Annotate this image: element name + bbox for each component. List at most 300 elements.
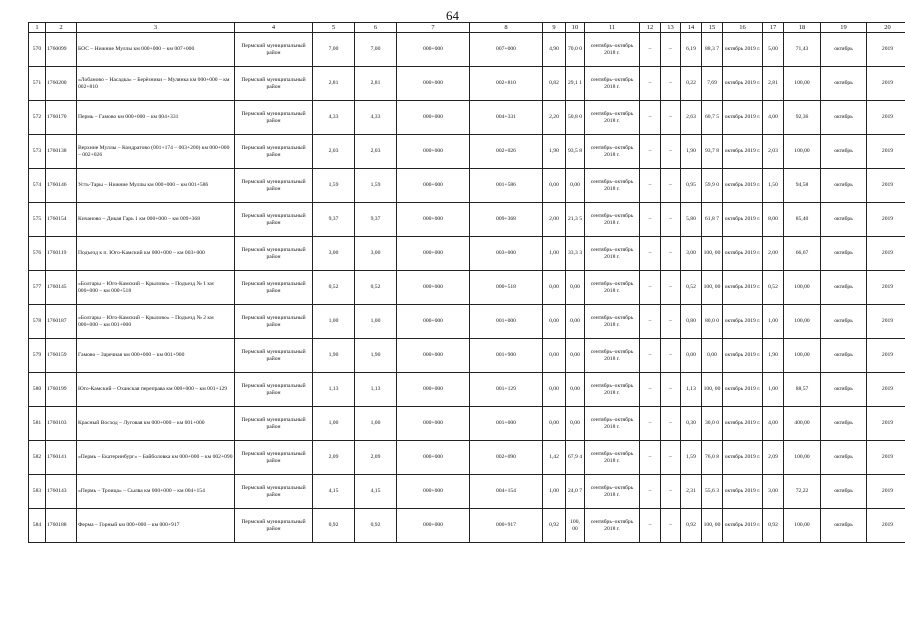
table-cell: 004+154	[470, 475, 543, 509]
table-cell: октябрь	[821, 475, 867, 509]
table-cell: 000+000	[397, 67, 470, 101]
table-cell: 92,36	[784, 101, 821, 135]
page-number: 64	[446, 8, 459, 23]
table-cell: 1760200	[46, 67, 77, 101]
table-cell: 94,58	[784, 169, 821, 203]
table-cell: Усть-Тары – Нижние Муллы км 000+000 – км 001+586	[77, 169, 235, 203]
column-header: 20	[867, 23, 905, 33]
table-cell: 3,00	[681, 237, 702, 271]
table-cell: Пермский муниципальный район	[235, 373, 313, 407]
table-cell: 0,92	[763, 509, 784, 543]
table-cell: 1,59	[313, 169, 355, 203]
table-row	[29, 339, 905, 373]
table-cell: 1,00	[543, 237, 566, 271]
table-cell: 2019	[867, 271, 905, 305]
table-cell: –	[661, 339, 681, 373]
table-cell: –	[640, 373, 661, 407]
column-header: 14	[681, 23, 702, 33]
table-cell: 4,90	[543, 33, 566, 67]
table-cell: 0,92	[355, 509, 397, 543]
table-cell: октябрь	[821, 441, 867, 475]
table-cell: октябрь	[821, 305, 867, 339]
table-cell: октябрь	[821, 373, 867, 407]
table-cell: 2,03	[763, 135, 784, 169]
table-cell: 71,43	[784, 33, 821, 67]
table-cell: Красный Восход – Луговая км 000+000 – км 001+000	[77, 407, 235, 441]
table-cell: 1760146	[46, 169, 77, 203]
table-cell: 1,90	[681, 135, 702, 169]
table-cell: 002+090	[470, 441, 543, 475]
table-cell: –	[640, 169, 661, 203]
table-cell: –	[640, 509, 661, 543]
table-cell: сентябрь–октябрь 2018 г.	[585, 305, 640, 339]
table-cell: 1,90	[543, 135, 566, 169]
roads-table	[28, 22, 905, 543]
table-cell: октябрь 2019 г.	[723, 101, 763, 135]
table-cell: октябрь 2019 г.	[723, 441, 763, 475]
table-cell: –	[640, 441, 661, 475]
table-cell: октябрь	[821, 237, 867, 271]
table-row	[29, 237, 905, 271]
table-cell: сентябрь–октябрь 2018 г.	[585, 237, 640, 271]
table-row	[29, 271, 905, 305]
table-cell: 2019	[867, 509, 905, 543]
table-cell: 2,03	[313, 135, 355, 169]
table-cell: октябрь 2019 г.	[723, 509, 763, 543]
table-cell: октябрь 2019 г.	[723, 67, 763, 101]
table-cell: 7,00	[355, 33, 397, 67]
table-cell: октябрь 2019 г.	[723, 203, 763, 237]
table-cell: 2019	[867, 135, 905, 169]
table-row	[29, 407, 905, 441]
table-cell: 80,0 0	[702, 305, 723, 339]
column-header: 2	[46, 23, 77, 33]
table-cell: сентябрь–октябрь 2018 г.	[585, 169, 640, 203]
table-cell: сентябрь–октябрь 2018 г.	[585, 135, 640, 169]
table-cell: 1,90	[313, 339, 355, 373]
table-cell: 0,00	[566, 169, 585, 203]
table-cell: октябрь 2019 г.	[723, 305, 763, 339]
table-cell: 000+000	[397, 407, 470, 441]
table-cell: 2,09	[313, 441, 355, 475]
table-cell: 000+000	[397, 373, 470, 407]
table-cell: октябрь 2019 г.	[723, 33, 763, 67]
table-cell: октябрь 2019 г.	[723, 339, 763, 373]
table-cell: –	[661, 407, 681, 441]
table-cell: –	[661, 203, 681, 237]
table-cell: –	[661, 237, 681, 271]
column-header: 16	[723, 23, 763, 33]
table-cell: –	[661, 67, 681, 101]
table-cell: 21,3 5	[566, 203, 585, 237]
table-cell: Пермь – Гамово км 000+000 – км 004+331	[77, 101, 235, 135]
table-cell: Пермский муниципальный район	[235, 305, 313, 339]
table-cell: 0,92	[313, 509, 355, 543]
table-cell: 30,0 0	[702, 407, 723, 441]
table-row	[29, 441, 905, 475]
table-cell: 72,22	[784, 475, 821, 509]
column-header: 4	[235, 23, 313, 33]
table-cell: 1,42	[543, 441, 566, 475]
table-cell: 003+000	[470, 237, 543, 271]
table-cell: 573	[29, 135, 46, 169]
table-cell: 1760154	[46, 203, 77, 237]
table-cell: 100,00	[784, 441, 821, 475]
table-cell: «Пермь – Екатеринбург» – Байболовка км 000+000 – км 002+090	[77, 441, 235, 475]
table-cell: Пермский муниципальный район	[235, 33, 313, 67]
table-cell: Кичаново – Дикая Гарь 1 км 000+000 – км 009+368	[77, 203, 235, 237]
table-body	[29, 23, 905, 543]
table-cell: 582	[29, 441, 46, 475]
table-row	[29, 67, 905, 101]
table-row	[29, 33, 905, 67]
table-cell: октябрь	[821, 33, 867, 67]
table-cell: –	[640, 33, 661, 67]
table-cell: октябрь	[821, 339, 867, 373]
table-cell: 2,00	[543, 203, 566, 237]
table-row	[29, 305, 905, 339]
table-cell: 2019	[867, 475, 905, 509]
table-cell: 0,82	[543, 67, 566, 101]
table-cell: 0,00	[543, 271, 566, 305]
table-cell: Пермский муниципальный район	[235, 509, 313, 543]
table-cell: 1,00	[313, 407, 355, 441]
table-cell: 100, 00	[566, 509, 585, 543]
column-header: 15	[702, 23, 723, 33]
table-cell: 577	[29, 271, 46, 305]
table-cell: 0,52	[763, 271, 784, 305]
table-cell: сентябрь–октябрь 2018 г.	[585, 33, 640, 67]
column-header: 3	[77, 23, 235, 33]
table-cell: –	[661, 101, 681, 135]
table-cell: 2,81	[355, 67, 397, 101]
table-cell: 2019	[867, 237, 905, 271]
table-cell: сентябрь–октябрь 2018 г.	[585, 373, 640, 407]
table-cell: 1,50	[763, 169, 784, 203]
table-cell: 2019	[867, 101, 905, 135]
column-header: 17	[763, 23, 784, 33]
table-cell: «Болгары – Юго-Камский – Крылово» – Подъезд № 2 км 000+000 – км 001+000	[77, 305, 235, 339]
column-header: 11	[585, 23, 640, 33]
table-cell: 000+000	[397, 509, 470, 543]
table-cell: 001+000	[470, 407, 543, 441]
table-cell: 0,52	[313, 271, 355, 305]
table-cell: –	[640, 203, 661, 237]
table-cell: 93,5 8	[566, 135, 585, 169]
table-cell: 5,00	[763, 33, 784, 67]
table-cell: 59,9 0	[702, 169, 723, 203]
table-cell: –	[661, 475, 681, 509]
table-cell: 004+331	[470, 101, 543, 135]
table-cell: 76,0 8	[702, 441, 723, 475]
table-cell: 578	[29, 305, 46, 339]
column-header: 7	[397, 23, 470, 33]
table-cell: сентябрь–октябрь 2018 г.	[585, 101, 640, 135]
table-cell: 100, 00	[702, 509, 723, 543]
table-cell: 66,67	[784, 237, 821, 271]
table-cell: 0,92	[543, 509, 566, 543]
table-row	[29, 203, 905, 237]
table-cell: 000+000	[397, 33, 470, 67]
table-cell: 2,00	[763, 237, 784, 271]
table-cell: 1,90	[763, 339, 784, 373]
table-cell: 7,69	[702, 67, 723, 101]
table-cell: 2019	[867, 339, 905, 373]
table-cell: 570	[29, 33, 46, 67]
table-cell: 100,00	[784, 67, 821, 101]
table-cell: 2019	[867, 441, 905, 475]
table-cell: –	[661, 509, 681, 543]
table-cell: 100, 00	[702, 237, 723, 271]
table-cell: 0,00	[543, 169, 566, 203]
table-cell: Пермский муниципальный район	[235, 407, 313, 441]
table-cell: 3,00	[763, 475, 784, 509]
table-cell: 009+368	[470, 203, 543, 237]
table-cell: 4,00	[763, 101, 784, 135]
table-cell: 1,00	[543, 475, 566, 509]
table-cell: 9,37	[313, 203, 355, 237]
table-cell: 6,19	[681, 33, 702, 67]
table-cell: 000+000	[397, 475, 470, 509]
table-cell: 2019	[867, 203, 905, 237]
table-cell: 9,37	[355, 203, 397, 237]
table-cell: 580	[29, 373, 46, 407]
table-cell: Пермский муниципальный район	[235, 169, 313, 203]
table-cell: 1760103	[46, 407, 77, 441]
table-cell: Пермский муниципальный район	[235, 135, 313, 169]
table-cell: Юго-Камский – Оханская переправа км 000+000 – км 001+129	[77, 373, 235, 407]
table-cell: Пермский муниципальный район	[235, 101, 313, 135]
table-cell: 100,00	[784, 339, 821, 373]
table-cell: 100, 00	[702, 373, 723, 407]
table-cell: 70,0 0	[566, 33, 585, 67]
table-cell: 50,8 0	[566, 101, 585, 135]
table-cell: 1,59	[681, 441, 702, 475]
table-cell: 583	[29, 475, 46, 509]
table-cell: 0,30	[681, 407, 702, 441]
table-cell: 0,00	[543, 373, 566, 407]
table-cell: 0,80	[681, 305, 702, 339]
table-cell: 4,00	[763, 407, 784, 441]
table-cell: 2,63	[681, 101, 702, 135]
table-cell: 61,8 7	[702, 203, 723, 237]
table-cell: –	[640, 407, 661, 441]
table-cell: 000+518	[470, 271, 543, 305]
table-cell: 0,95	[681, 169, 702, 203]
table-cell: 1760145	[46, 271, 77, 305]
table-cell: октябрь	[821, 203, 867, 237]
table-cell: 2,81	[763, 67, 784, 101]
table-cell: Пермский муниципальный район	[235, 203, 313, 237]
table-cell: октябрь 2019 г.	[723, 271, 763, 305]
table-cell: 93,7 8	[702, 135, 723, 169]
table-cell: 1760199	[46, 373, 77, 407]
table-cell: 000+000	[397, 339, 470, 373]
table-cell: Гамово – Заречная км 000+000 – км 001+900	[77, 339, 235, 373]
table-cell: 0,00	[566, 305, 585, 339]
table-cell: октябрь 2019 г.	[723, 407, 763, 441]
table-cell: октябрь 2019 г.	[723, 373, 763, 407]
table-cell: 2,81	[313, 67, 355, 101]
table-cell: 4,15	[355, 475, 397, 509]
table-cell: 33,3 3	[566, 237, 585, 271]
table-cell: 0,00	[566, 339, 585, 373]
column-header: 13	[661, 23, 681, 33]
table-cell: 000+000	[397, 441, 470, 475]
table-row	[29, 373, 905, 407]
table-cell: 1,00	[355, 407, 397, 441]
table-row	[29, 135, 905, 169]
table-cell: –	[640, 237, 661, 271]
table-cell: «Лобаново – Насадка» – Берёзники – Мулянка км 000+000 – км 002+810	[77, 67, 235, 101]
table-cell: сентябрь–октябрь 2018 г.	[585, 271, 640, 305]
table-cell: 100,00	[784, 509, 821, 543]
table-cell: –	[640, 135, 661, 169]
table-cell: Пермский муниципальный район	[235, 441, 313, 475]
table-row	[29, 509, 905, 543]
table-cell: 002+810	[470, 67, 543, 101]
table-cell: октябрь 2019 г.	[723, 237, 763, 271]
table-cell: 2019	[867, 33, 905, 67]
table-cell: –	[640, 475, 661, 509]
table-cell: октябрь	[821, 271, 867, 305]
table-cell: 000+917	[470, 509, 543, 543]
column-header: 5	[313, 23, 355, 33]
table-cell: 000+000	[397, 305, 470, 339]
table-cell: 000+000	[397, 169, 470, 203]
table-cell: 0,00	[543, 407, 566, 441]
table-cell: 2,03	[355, 135, 397, 169]
table-cell: 85,40	[784, 203, 821, 237]
table-cell: 1760159	[46, 339, 77, 373]
table-cell: 579	[29, 339, 46, 373]
table-cell: –	[661, 373, 681, 407]
table-cell: 000+000	[397, 203, 470, 237]
table-cell: 4,33	[355, 101, 397, 135]
table-cell: октябрь	[821, 135, 867, 169]
table-cell: –	[640, 101, 661, 135]
table-cell: 2019	[867, 67, 905, 101]
table-cell: 0,00	[543, 305, 566, 339]
table-cell: –	[661, 271, 681, 305]
table-cell: 0,92	[681, 509, 702, 543]
table-cell: 1760143	[46, 475, 77, 509]
table-cell: октябрь	[821, 67, 867, 101]
table-cell: 2,31	[681, 475, 702, 509]
table-cell: Ферма – Горный км 000+000 – км 000+917	[77, 509, 235, 543]
table-cell: –	[661, 305, 681, 339]
table-cell: –	[640, 67, 661, 101]
table-cell: октябрь	[821, 509, 867, 543]
table-cell: 1,90	[355, 339, 397, 373]
table-cell: 0,52	[355, 271, 397, 305]
table-cell: 4,33	[313, 101, 355, 135]
table-cell: 001+000	[470, 305, 543, 339]
table-cell: Пермский муниципальный район	[235, 339, 313, 373]
table-cell: 584	[29, 509, 46, 543]
column-header: 9	[543, 23, 566, 33]
table-cell: 574	[29, 169, 46, 203]
table-cell: 100, 00	[702, 271, 723, 305]
table-cell: 000+000	[397, 135, 470, 169]
table-cell: 2019	[867, 407, 905, 441]
table-cell: 100,00	[784, 271, 821, 305]
table-cell: сентябрь–октябрь 2018 г.	[585, 509, 640, 543]
table-cell: 571	[29, 67, 46, 101]
table-cell: 8,00	[763, 203, 784, 237]
table-cell: 0,00	[566, 271, 585, 305]
table-row	[29, 475, 905, 509]
table-cell: 1760141	[46, 441, 77, 475]
table-cell: БОС – Нижние Муллы км 000+000 – км 007+000	[77, 33, 235, 67]
table-cell: октябрь	[821, 101, 867, 135]
table-cell: 000+000	[397, 101, 470, 135]
table-cell: 1,00	[355, 305, 397, 339]
table-cell: –	[661, 33, 681, 67]
table-cell: 7,00	[313, 33, 355, 67]
table-cell: октябрь 2019 г.	[723, 169, 763, 203]
table-cell: октябрь 2019 г.	[723, 135, 763, 169]
table-cell: 1760187	[46, 305, 77, 339]
table-cell: 60,7 5	[702, 101, 723, 135]
table-cell: 2019	[867, 305, 905, 339]
table-cell: 002+026	[470, 135, 543, 169]
table-cell: 88,57	[784, 373, 821, 407]
table-cell: октябрь	[821, 169, 867, 203]
table-cell: сентябрь–октябрь 2018 г.	[585, 67, 640, 101]
table-cell: 3,00	[355, 237, 397, 271]
table-cell: 2019	[867, 169, 905, 203]
column-header: 6	[355, 23, 397, 33]
table-cell: 576	[29, 237, 46, 271]
header-row	[29, 23, 905, 33]
column-header: 8	[470, 23, 543, 33]
table-cell: «Болгары – Юго-Камский – Крылово» – Подъезд № 1 км 000+000 – км 000+518	[77, 271, 235, 305]
table-cell: 000+000	[397, 237, 470, 271]
table-cell: 2019	[867, 373, 905, 407]
table-cell: 575	[29, 203, 46, 237]
table-cell: –	[640, 305, 661, 339]
table-cell: 0,22	[681, 67, 702, 101]
table-cell: 1,00	[313, 305, 355, 339]
table-cell: сентябрь–октябрь 2018 г.	[585, 339, 640, 373]
table-cell: сентябрь–октябрь 2018 г.	[585, 407, 640, 441]
table-cell: 100,00	[784, 305, 821, 339]
table-cell: Верхние Муллы – Кондратово (001+174 – 003+200) км 000+000 – 002+026	[77, 135, 235, 169]
table-cell: 581	[29, 407, 46, 441]
table-cell: 001+129	[470, 373, 543, 407]
table-cell: 0,00	[702, 339, 723, 373]
table-cell: 1760119	[46, 237, 77, 271]
table-cell: Пермский муниципальный район	[235, 271, 313, 305]
table-cell: 1760138	[46, 135, 77, 169]
table-cell: 55,6 3	[702, 475, 723, 509]
column-header: 19	[821, 23, 867, 33]
table-cell: 2,20	[543, 101, 566, 135]
column-header: 12	[640, 23, 661, 33]
table-cell: 88,3 7	[702, 33, 723, 67]
table-cell: 001+900	[470, 339, 543, 373]
table-cell: –	[661, 169, 681, 203]
table-cell: 1,13	[681, 373, 702, 407]
table-cell: сентябрь–октябрь 2018 г.	[585, 203, 640, 237]
table-cell: 001+586	[470, 169, 543, 203]
table-cell: октябрь 2019 г.	[723, 475, 763, 509]
table-cell: Пермский муниципальный район	[235, 237, 313, 271]
table-cell: 0,52	[681, 271, 702, 305]
table-cell: Пермский муниципальный район	[235, 475, 313, 509]
column-header: 18	[784, 23, 821, 33]
